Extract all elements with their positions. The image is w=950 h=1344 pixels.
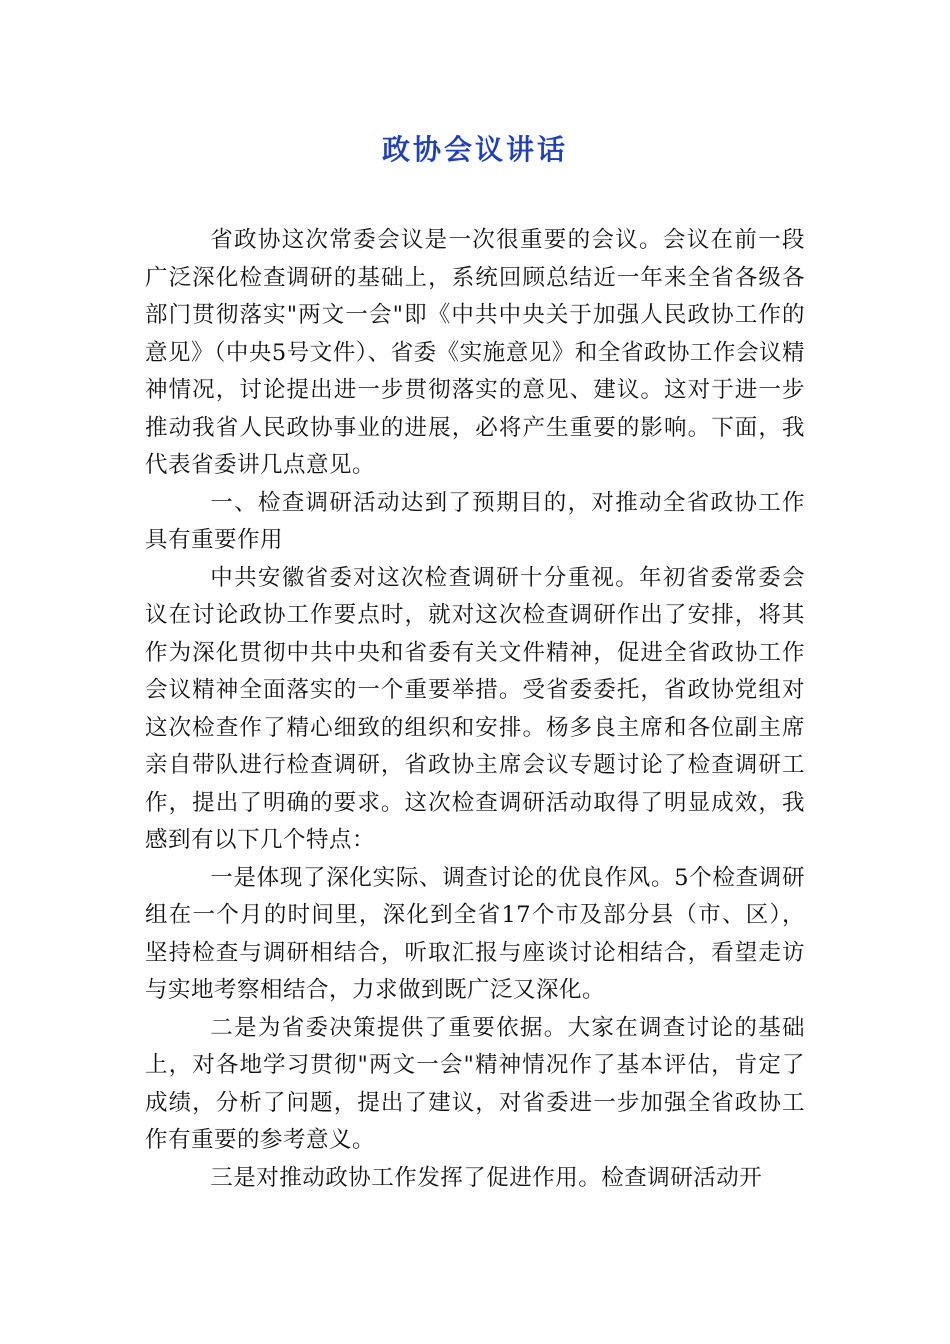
paragraph-point-1: 一是体现了深化实际、调查讨论的优良作风。5个检查调研组在一个月的时间里，深化到全省17个市及部分县（市、区），坚持检查与调研相结合，听取汇报与座谈讨论相结合，看望走访与实地考察相结合，力求做到既广泛又深化。 [145, 864, 805, 1003]
document-body [145, 222, 805, 1197]
paragraph-point-3: 三是对推动政协工作发挥了促进作用。检查调研活动开 [210, 1164, 763, 1191]
section-heading-1: 一、检查调研活动达到了预期目的，对推动全省政协工作具有重要作用 [145, 489, 805, 553]
paragraph-point-2: 二是为省委决策提供了重要依据。大家在调查讨论的基础上，对各地学习贯彻"两文一会"精神情况作了基本评估，肯定了成绩，分析了问题，提出了建议，对省委进一步加强全省政协工作有重要的参考意义。 [145, 1014, 805, 1153]
paragraph-intro: 省政协这次常委会议是一次很重要的会议。会议在前一段广泛深化检查调研的基础上，系统回顾总结近一年来全省各级各部门贯彻落实"两文一会"即《中共中央关于加强人民政协工作的意见》（中央5号文件）、省委《实施意见》和全省政协工作会议精神情况，讨论提出进一步贯彻落实的意见、建议。这对于进一步推动我省人民政协事业的进展，必将产生重要的影响。下面，我代表省委讲几点意见。 [145, 227, 805, 478]
paragraph-section-1: 中共安徽省委对这次检查调研十分重视。年初省委常委会议在讨论政协工作要点时，就对这次检查调研作出了安排，将其作为深化贯彻中共中央和省委有关文件精神，促进全省政协工作会议精神全面落实的一个重要举措。受省委委托，省政协党组对这次检查作了精心细致的组织和安排。杨多良主席和各位副主席亲自带队进行检查调研，省政协主席会议专题讨论了检查调研工作，提出了明确的要求。这次检查调研活动取得了明显成效，我感到有以下几个特点： [145, 564, 805, 853]
document-title: 政协会议讲话 [381, 133, 568, 166]
